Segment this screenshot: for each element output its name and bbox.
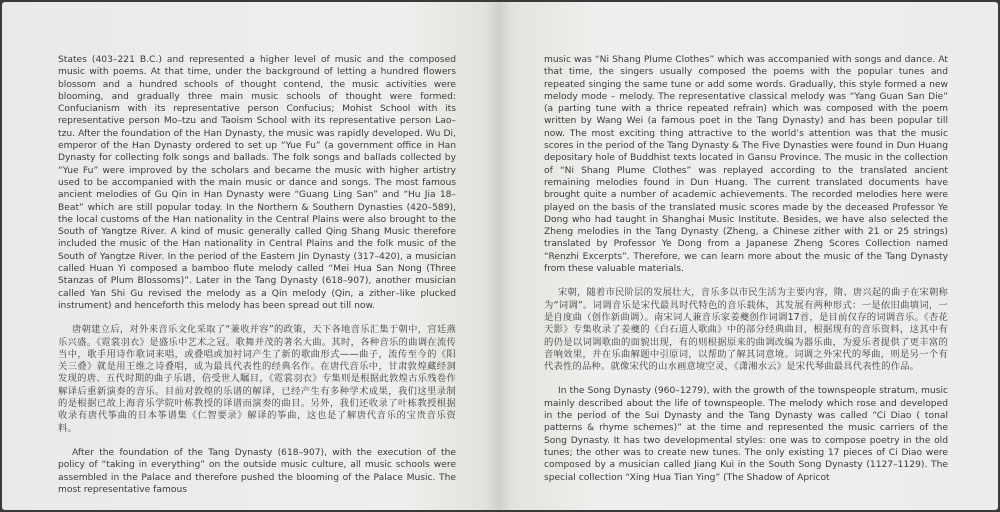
tang-dynasty-english-paragraph: After the foundation of the Tang Dynasty (618–907), with the execution of the policy of “taking in everything” on the outside music culture, all music schools were assembled in the Palace and therefore pushed the blooming of the Palace Music. The most representative famous [58, 447, 456, 494]
right-text-column [544, 54, 948, 494]
tang-dynasty-chinese-paragraph: 唐朝建立后，对外来音乐文化采取了“兼收并容”的政策，天下各地音乐汇集于朝中，宫廷燕乐兴盛。《霓裳羽衣》是盛乐中艺术之冠。歌舞并茂的著名大曲。其时，各种音乐的曲调在流传当中，歌手用诗作歌词来唱，或叠唱或加衬词产生了新的歌曲形式——曲子，流传至今的《阳关三叠》就是用王维之诗叠唱，成为最具代表性的经典名作。在唐代音乐中，甘肃敦煌藏经洞发现的唐、五代时期的曲子乐谱，倍受世人瞩目，《霓裳羽衣》专集则是根据此敦煌古乐残卷作解译后重新演奏的音乐。目前对敦煌的乐谱的解译，已经产生有多种学术成果，我们这里录制的是根据已故上海音乐学院叶栋教授的译谱而演奏的曲目。另外，我们还收录了叶栋教授根据收录有唐代筝曲的日本筝谱集《仁智要录》解译的筝曲，这也是了解唐代音乐的宝贵音乐资料。 [58, 324, 456, 434]
right-page [499, 2, 998, 510]
han-dynasty-paragraph: States (403–221 B.C.) and represented a higher level of music and the composed music with poems. At that time, under the background of letting a hundred flowers blossom and a hundred schools of thought contend, the music activities were blooming, and gradually three main music schools of thought were formed: Confucianism with its representative person Confucius; Mohist School with its representative person Mo–tzu and Taoism School with its representative person Lao–tzu. After the foundation of the Han Dynasty, the music was rapidly developed. Wu Di, emperor of the Han Dynasty ordered to set up “Yue Fu” (a government office in Han Dynasty for collecting folk songs and ballads. The folk songs and ballads collected by “Yue Fu” were improved by the scholars and became the music with higher artistry used to be accompanied with the main music or dance and songs. The most famous ancient melodies of Gu Qin in Han Dynasty were “Guang Ling San” and “Hu Jia 18–Beat” which are still popular today. In the Northern & Southern Dynasties (420–589), the local customs of the Han nationality in the Central Plains were also brought to the South of Yangtze River. A kind of music generally called Qing Shang Music therefore included the music of the Han nationality in Central Plains and the folk music of the South of Yangtze River. In the period of the Eastern Jin Dynasty (317–420), a musician called Huan Yi composed a bamboo flute melody called “Mei Hua San Nong (Three Stanzas of Plum Blossoms)”. Later in the Tang Dynasty (618–907), another musician called Yan Shi Gu revised the melody as a Qin melody (Qin, a zither–like plucked instrument) and henceforth this melody has been spread out till now. [58, 55, 456, 311]
booklet-spread [2, 2, 998, 510]
song-dynasty-chinese-paragraph: 宋朝，随着市民阶层的发展壮大，音乐多以市民生活为主要内容，隋、唐兴起的曲子在宋朝称为“词调”。词调音乐是宋代最具时代特色的音乐载体，其发展有两种形式：一是依旧曲填词，一是自度曲（创作新曲调）。南宋词人兼音乐家姜夔创作词调17首，是目前仅存的词调音乐。《杏花天影》专集收录了姜夔的《白石道人歌曲》中的部分经典曲目，根据现有的音乐资料，这其中有的仍是以词调歌曲的面貌出现，有的则根据原来的曲调改编为器乐曲，为爱乐者提供了更丰富的音响效果，并在乐曲解题中引原词，以帮助了解其词意境。词调之外宋代的琴曲，则是另一个有代表性的品种。就像宋代的山水画意境空灵，《潇湘水云》是宋代琴曲最具代表性的作品。 [544, 287, 948, 373]
song-dynasty-english-paragraph: In the Song Dynasty (960–1279), with the growth of the townspeople stratum, music mainly described about the life of townspeople. The melody which rose and developed in the period of the Sui Dynasty and the Tang Dynasty was called “Ci Diao ( tonal patterns & rhyme schemes)” at the time and represented the music carriers of the Song Dynasty. It has two developmental styles: one was to compose poetry in the old tunes; the other was to create new tunes. The only existing 17 pieces of Ci Diao were composed by a musician called Jiang Kui in the South Song Dynasty (1127–1129). The special collection “Xing Hua Tian Ying” (The Shadow of Apricot [544, 386, 948, 483]
tang-music-paragraph: music was “Ni Shang Plume Clothes” which was accompanied with songs and dance. At that time, the singers usually composed the poems with the popular tunes and repeated singing the same tune or add some words. Gradually, this style formed a new melody mode – melody. The representative classical melody was “Yang Guan San Die” (a parting tune with a thrice repeated refrain) which was composed with the poem written by Wang Wei (a famous poet in the Tang Dynasty) and has been popular till now. The most exciting thing attractive to the world’s attention was that the music scores in the period of the Tang Dynasty & The Five Dynasties were found in Dun Huang depositary hole of Buddhist texts located in Gansu Province. The music in the collection of “Ni Shang Plume Clothes” was replayed according to the translated ancient remaining melodies found in Dun Huang. The current translated documents have brought quite a number of academic achievements. The recorded melodies here were played on the basis of the translated music scores made by the deceased Professor Ye Dong who had taught in Shanghai Music Institute. Besides, we have also selected the Zheng melodies in the Tang Dynasty (Zheng, a Chinese zither with 21 or 25 strings) translated by Professor Ye Dong from a Japanese Zheng Scores Collection named “Renzhi Excerpts”. Therefore, we can learn more about the music of the Tang Dynasty from these valuable materials. [544, 55, 948, 275]
left-page [2, 2, 499, 510]
left-text-column [58, 54, 456, 494]
